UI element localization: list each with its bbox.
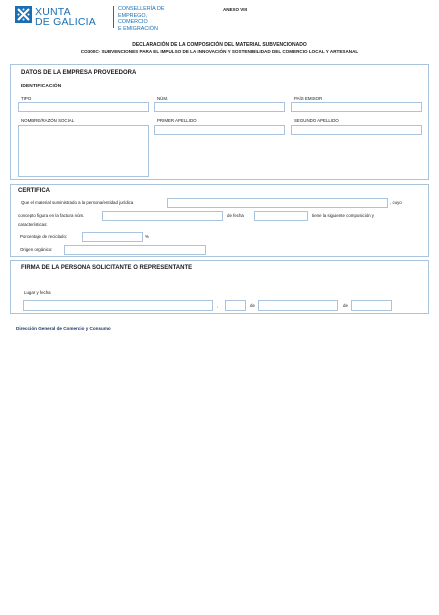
day-field[interactable] <box>225 300 246 311</box>
type-label: TIPO <box>21 96 32 101</box>
document-subtitle: CO300C- SUBVENCIONES PARA EL IMPULSO DE LA INNOVACIÓN Y SOSTENIBILIDAD DEL COMERCIO LOCAL Y ARTESANAL <box>80 49 359 54</box>
certify-date-label: de fecha <box>227 213 244 218</box>
second-surname-label: SEGUNDO APELLIDO <box>294 118 339 123</box>
xunta-logo <box>15 6 175 32</box>
certify-line3: características: <box>18 222 48 227</box>
annex-label: ANEXO VIII <box>223 7 248 12</box>
month-field[interactable] <box>258 300 338 311</box>
country-field[interactable] <box>291 102 422 112</box>
origin-label: Origen orgánico: <box>20 247 53 252</box>
name-label: NOMBRE/RAZÓN SOCIAL <box>21 118 75 123</box>
document-title: DECLARACIÓN DE LA COMPOSICIÓN DEL MATERIAL SUBVENCIONADO <box>132 42 307 48</box>
company-section <box>10 64 429 180</box>
logo-text <box>35 7 96 27</box>
name-field[interactable] <box>18 125 149 177</box>
origin-field[interactable] <box>64 245 206 255</box>
identification-subtitle: IDENTIFICACIÓN <box>21 84 62 89</box>
certify-line2-prefix: concepto figura en la factura núm. <box>18 213 85 218</box>
conselleria-line1: CONSELLERÍA DE <box>118 6 165 12</box>
first-surname-field[interactable] <box>154 125 285 135</box>
place-field[interactable] <box>23 300 213 311</box>
recycled-label: Porcentaje de reciclado: <box>20 234 68 239</box>
number-field[interactable] <box>154 102 285 112</box>
signature-section <box>10 260 429 314</box>
conselleria-name <box>118 6 175 32</box>
logo-line1: XUNTA <box>35 6 71 18</box>
certify-section <box>10 184 429 257</box>
type-field[interactable] <box>18 102 149 112</box>
invoice-date-field[interactable] <box>254 211 308 221</box>
recycled-field[interactable] <box>82 232 143 242</box>
first-surname-label: PRIMER APELLIDO <box>157 118 197 123</box>
footer-directorate: Dirección General de Comercio y Consumo <box>16 326 111 331</box>
de-separator-1: de <box>250 303 255 308</box>
logo-divider <box>113 6 114 28</box>
percent-sign: % <box>145 234 149 239</box>
logo-line2: DE GALICIA <box>35 16 96 28</box>
conselleria-line2: EMPREGO, COMERCIO <box>118 12 148 26</box>
conselleria-line3: E EMIGRACIÓN <box>118 25 158 32</box>
signature-section-title: FIRMA DE LA PERSONA SOLICITANTE O REPRESENTANTE <box>21 265 193 271</box>
comma-separator: , <box>217 303 219 308</box>
de-separator-2: de <box>343 303 348 308</box>
place-date-label: Lugar y fecha <box>24 290 51 295</box>
certify-section-title: CERTIFICA <box>18 188 50 194</box>
entity-field[interactable] <box>167 198 388 208</box>
number-label: NÚM. <box>157 96 169 101</box>
certify-line1-prefix: Que el material suministrado a la persona/entidad jurídica <box>21 200 134 205</box>
certify-line2-suffix: tiene la siguiente composición y <box>312 213 374 218</box>
invoice-number-field[interactable] <box>102 211 223 221</box>
xunta-emblem-icon <box>15 6 32 23</box>
certify-line1-suffix: , cuyo <box>390 200 402 205</box>
company-section-title: DATOS DE LA EMPRESA PROVEEDORA <box>21 70 137 76</box>
country-label: PAÍS EMISOR <box>294 96 323 101</box>
year-field[interactable] <box>351 300 392 311</box>
second-surname-field[interactable] <box>291 125 422 135</box>
